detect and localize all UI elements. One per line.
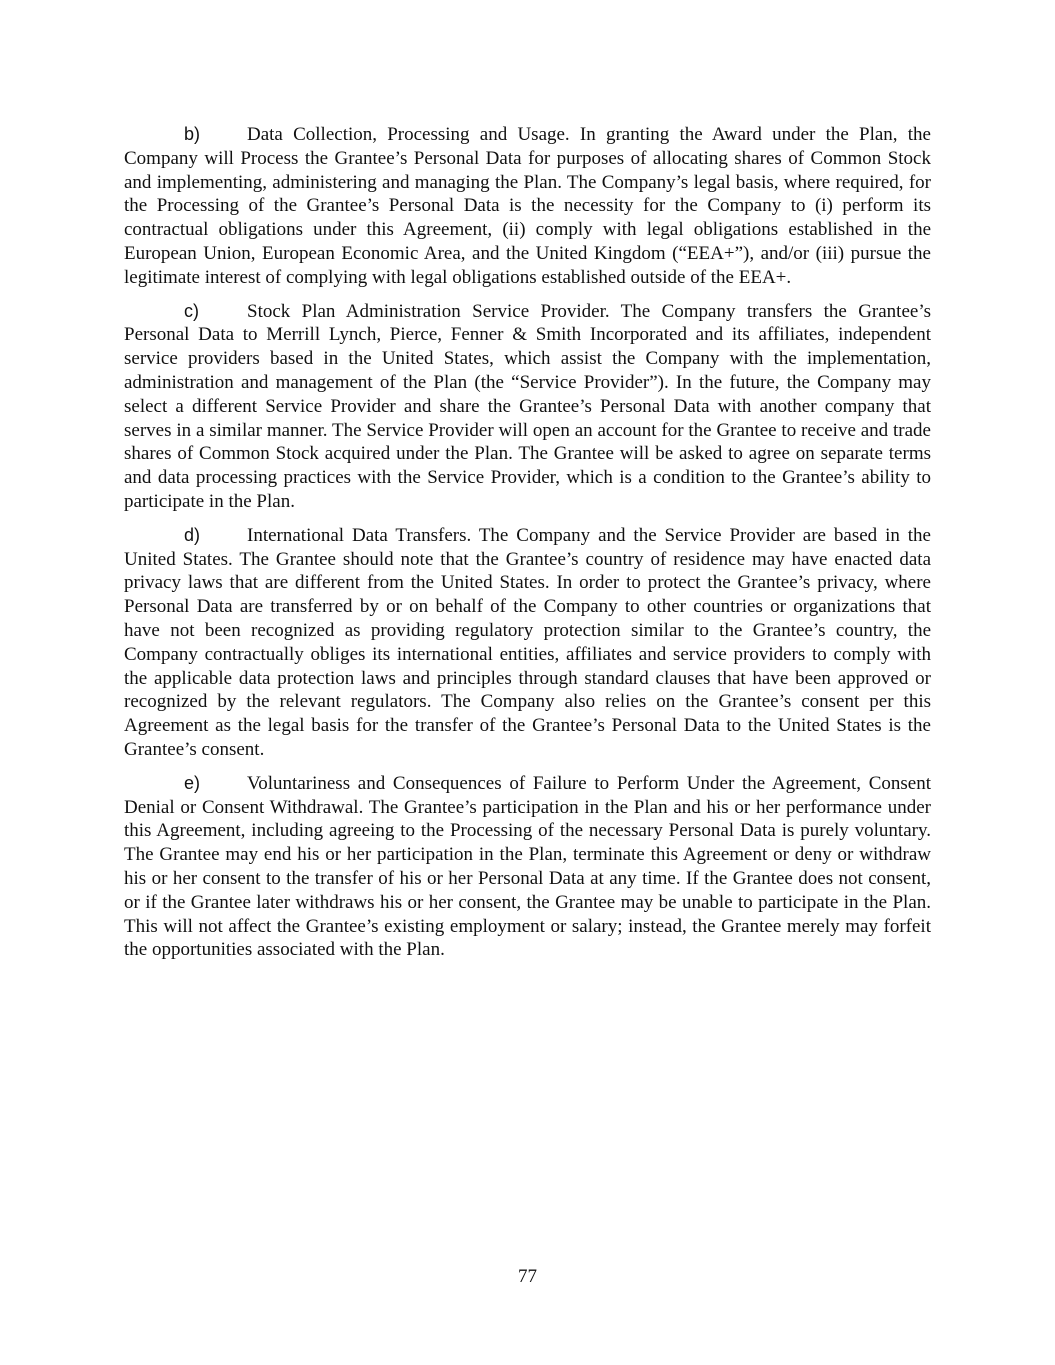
paragraph-label: e): [184, 772, 201, 793]
paragraph-label: b): [184, 124, 201, 144]
paragraph-text: Data Collection, Processing and Usage. In granting the Award under the Plan, the Company will Process the Grantee’s Personal Data for purposes of allocating shares of Common Stock and implementing, administering and managing the Plan. The Company’s legal basis, where required, for the Processing of the Grantee’s Personal Data is the necessity for the Company to (i) perform its contractual obligations under this Agreement, (ii) comply with legal obligations established in the European Union, European Economic Area, and the United Kingdom (“EEA+”), and/or (iii) pursue the legitimate interest of complying with legal obligations established outside of the EEA+.: [124, 124, 931, 288]
document-page: [124, 123, 931, 972]
paragraph-voluntariness: [124, 772, 931, 962]
page-number: 77: [518, 1266, 537, 1287]
paragraph-data-collection: [124, 123, 931, 290]
paragraph-label: c): [184, 300, 199, 321]
paragraph-text: Voluntariness and Consequences of Failure to Perform Under the Agreement, Consent Denial or Consent Withdrawal. The Grantee’s participation in the Plan and his or her performance under this Agreement, including agreeing to the Processing of the necessary Personal Data is purely voluntary. The Grantee may end his or her participation in the Plan, terminate this Agreement or deny or withdraw his or her consent to the transfer of his or her Personal Data at any time. If the Grantee does not consent, or if the Grantee later withdraws his or her consent, the Grantee may be unable to participate in the Plan. This will not affect the Grantee’s existing employment or salary; instead, the Grantee merely may forfeit the opportunities associated with the Plan.: [124, 772, 931, 961]
paragraph-service-provider: [124, 300, 931, 514]
paragraph-international-transfers: [124, 524, 931, 762]
paragraph-text: International Data Transfers. The Company and the Service Provider are based in the United States. The Grantee should note that the Grantee’s country of residence may have enacted data privacy laws that are different from the United States. In order to protect the Grantee’s privacy, where Personal Data are transferred by or on behalf of the Company to other countries or organizations that have not been recognized as providing regulatory protection similar to the Grantee’s country, the Company contractually obliges its international entities, affiliates and service providers to comply with the applicable data protection laws and principles through standard clauses that have been approved or recognized by the relevant regulators. The Company also relies on the Grantee’s consent per this Agreement as the legal basis for the transfer of the Grantee’s Personal Data to the United States is the Grantee’s consent.: [124, 524, 931, 760]
paragraph-label: d): [184, 524, 201, 545]
paragraph-text: Stock Plan Administration Service Provider. The Company transfers the Grantee’s Personal Data to Merrill Lynch, Pierce, Fenner & Smith Incorporated and its affiliates, independent service providers based in the United States, which assist the Company with the implementation, administration and management of the Plan (the “Service Provider”). In the future, the Company may select a different Service Provider and share the Grantee’s Personal Data with another company that serves in a similar manner. The Service Provider will open an account for the Grantee to receive and trade shares of Common Stock acquired under the Plan. The Grantee will be asked to agree on separate terms and data processing practices with the Service Provider, which is a condition to the Grantee’s ability to participate in the Plan.: [124, 300, 931, 512]
